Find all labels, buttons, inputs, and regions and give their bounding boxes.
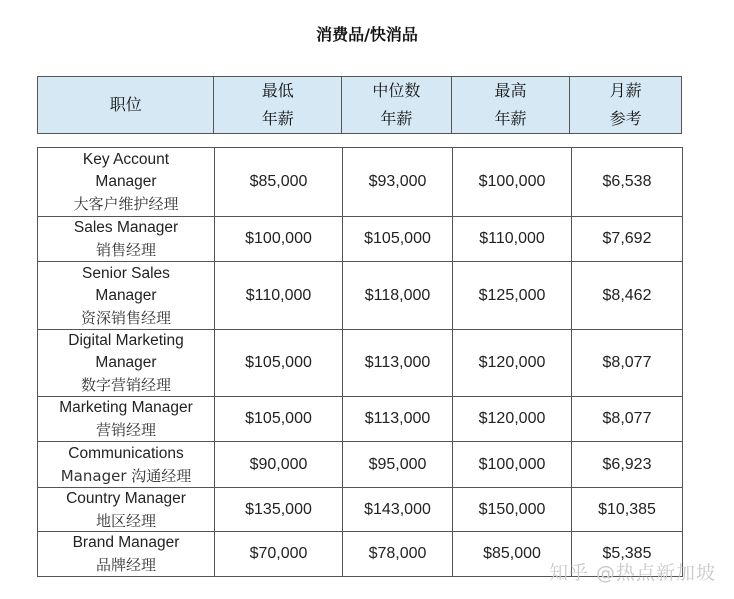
table-row bbox=[38, 442, 683, 488]
watermark: 知乎 @热点新加坡 bbox=[548, 562, 716, 584]
cell-position bbox=[38, 532, 215, 576]
position-cn: 品牌经理 bbox=[95, 556, 156, 574]
cell-max-salary: $120,000 bbox=[453, 397, 572, 441]
position-en-line1: Marketing Manager bbox=[59, 399, 193, 416]
cell-min-salary: $110,000 bbox=[215, 262, 343, 329]
header-label-line2: 参考 bbox=[609, 109, 642, 128]
cell-position bbox=[38, 217, 215, 261]
cell-median-salary: $113,000 bbox=[343, 397, 453, 441]
cell-max-salary: $120,000 bbox=[453, 330, 572, 396]
cell-position bbox=[38, 148, 215, 216]
position-en-line1: Brand Manager bbox=[72, 534, 180, 551]
cell-min-salary: $105,000 bbox=[215, 397, 343, 441]
position-en-line2: Manager bbox=[95, 173, 157, 190]
position-cn: 销售经理 bbox=[95, 241, 156, 259]
table-row bbox=[38, 488, 683, 532]
position-en-line1: Senior Sales bbox=[82, 264, 170, 282]
cell-max-salary: $85,000 bbox=[453, 532, 572, 576]
table-header bbox=[37, 76, 682, 134]
cell-median-salary: $93,000 bbox=[343, 148, 453, 216]
page-title: 消费品/快消品 bbox=[316, 25, 418, 44]
cell-max-salary: $100,000 bbox=[453, 442, 572, 487]
cell-monthly-salary: $6,538 bbox=[572, 148, 683, 216]
position-cn: Manager 沟通经理 bbox=[60, 466, 192, 485]
table-row bbox=[38, 397, 683, 442]
position-cn: 资深销售经理 bbox=[80, 308, 171, 327]
position-cn: 大客户维护经理 bbox=[73, 195, 179, 213]
position-en-line1: Sales Manager bbox=[73, 219, 179, 236]
position-en-line1: Communications bbox=[68, 444, 184, 462]
cell-position bbox=[38, 330, 215, 396]
position-cn: 营销经理 bbox=[95, 421, 156, 439]
cell-monthly-salary: $5,385 bbox=[572, 532, 683, 576]
cell-position bbox=[38, 397, 215, 441]
cell-min-salary: $90,000 bbox=[215, 442, 343, 487]
cell-max-salary: $125,000 bbox=[453, 262, 572, 329]
cell-position bbox=[38, 262, 215, 329]
position-cn: 地区经理 bbox=[95, 511, 156, 530]
cell-max-salary: $100,000 bbox=[453, 148, 572, 216]
cell-max-salary: $110,000 bbox=[453, 217, 572, 261]
cell-monthly-salary: $8,077 bbox=[572, 330, 683, 396]
cell-median-salary: $78,000 bbox=[343, 532, 453, 576]
header-median-salary bbox=[342, 77, 452, 133]
position-en-line2: Manager bbox=[95, 286, 157, 304]
header-label-line2: 年薪 bbox=[380, 109, 413, 128]
header-label-line1: 最高 bbox=[494, 81, 527, 100]
position-en-line2: Manager bbox=[95, 354, 157, 371]
table-row bbox=[38, 330, 683, 397]
cell-position bbox=[38, 488, 215, 531]
cell-median-salary: $95,000 bbox=[343, 442, 453, 487]
cell-min-salary: $70,000 bbox=[215, 532, 343, 576]
position-en-line1: Digital Marketing bbox=[68, 332, 184, 349]
cell-min-salary: $85,000 bbox=[215, 148, 343, 216]
position-cn: 数字营销经理 bbox=[80, 376, 171, 394]
cell-position bbox=[38, 442, 215, 487]
header-min-salary bbox=[214, 77, 342, 133]
cell-monthly-salary: $7,692 bbox=[572, 217, 683, 261]
cell-min-salary: $105,000 bbox=[215, 330, 343, 396]
table-row bbox=[38, 262, 683, 330]
header-position bbox=[38, 77, 214, 133]
cell-median-salary: $143,000 bbox=[343, 488, 453, 531]
cell-median-salary: $105,000 bbox=[343, 217, 453, 261]
cell-max-salary: $150,000 bbox=[453, 488, 572, 531]
header-label-line2: 年薪 bbox=[494, 109, 527, 128]
cell-monthly-salary: $6,923 bbox=[572, 442, 683, 487]
cell-monthly-salary: $10,385 bbox=[572, 488, 683, 531]
cell-median-salary: $118,000 bbox=[343, 262, 453, 329]
header-label-line1: 最低 bbox=[261, 81, 294, 100]
table-row bbox=[38, 148, 683, 217]
position-en-line1: Country Manager bbox=[66, 489, 186, 507]
header-label-line1: 中位数 bbox=[372, 81, 421, 100]
cell-min-salary: $135,000 bbox=[215, 488, 343, 531]
header-label-line1: 月薪 bbox=[609, 81, 642, 100]
cell-monthly-salary: $8,077 bbox=[572, 397, 683, 441]
position-en-line1: Key Account bbox=[82, 151, 170, 168]
cell-median-salary: $113,000 bbox=[343, 330, 453, 396]
header-position-label: 职位 bbox=[109, 95, 142, 114]
header-monthly-salary bbox=[570, 77, 681, 133]
table-row bbox=[38, 217, 683, 262]
cell-min-salary: $100,000 bbox=[215, 217, 343, 261]
cell-monthly-salary: $8,462 bbox=[572, 262, 683, 329]
header-max-salary bbox=[452, 77, 571, 133]
salary-table bbox=[37, 147, 683, 577]
header-label-line2: 年薪 bbox=[261, 109, 294, 128]
